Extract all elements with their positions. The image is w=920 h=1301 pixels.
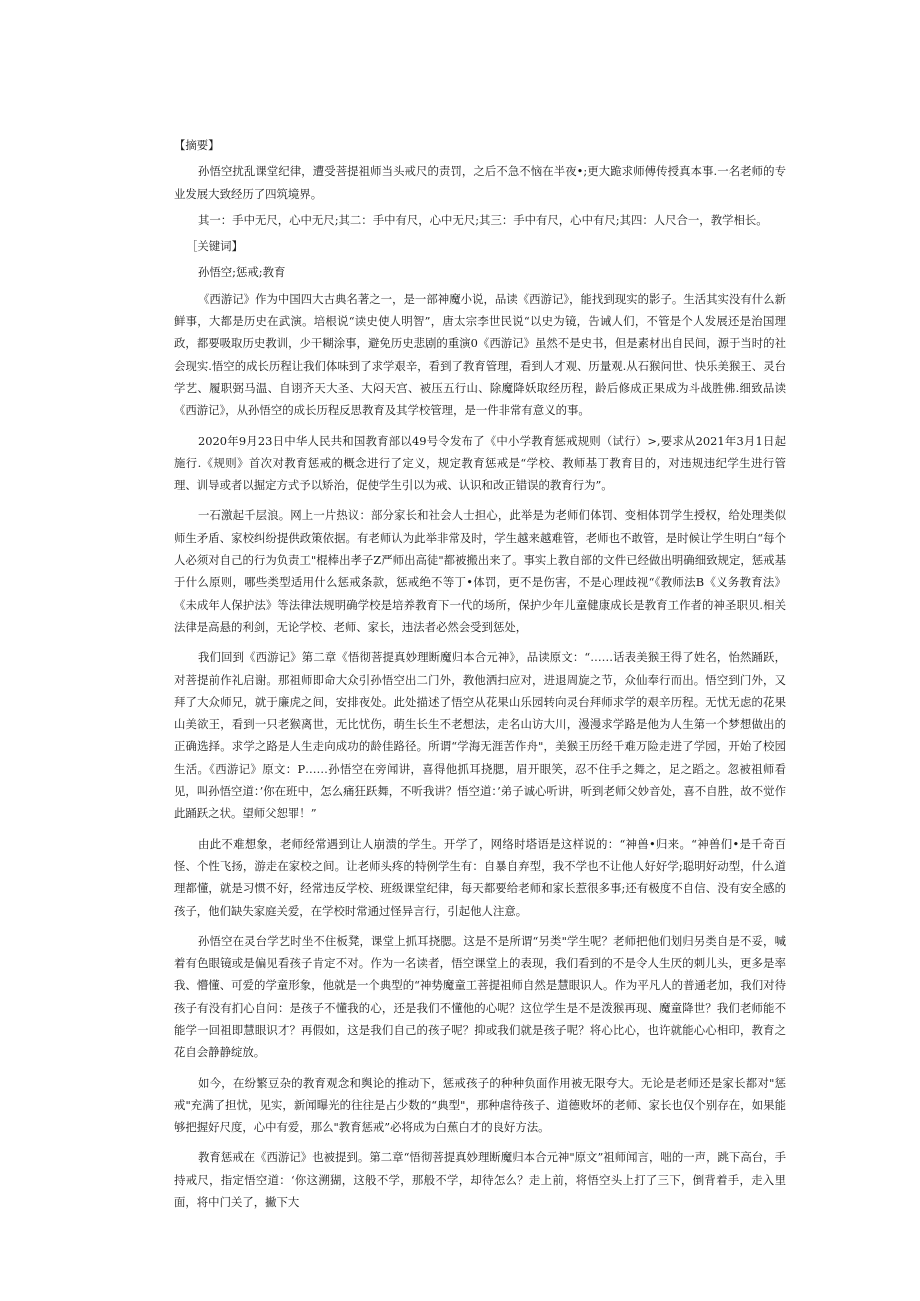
body-paragraph-8: 教育惩戒在《西游记》也被提到。第二章“悟彻菩提真妙理断魔归本合元神"原文”祖师闻言，咄的一声，跳下高台，手持戒尺，指定悟空道：‘你这溯猢，这般不学，那般不学，却待怎么？走上前，将悟空头上打了三下，倒背着手，走入里面，将中门关了，撇下大 [174, 1150, 786, 1210]
abstract-heading: 【摘要】 [174, 138, 220, 152]
abstract-paragraph-2: 其一：手中无尺，心中无尺;其二：手中有尺，心中无尺;其三：手中有尺，心中有尺;其四：人尺合一，教学相长。 [198, 212, 768, 227]
abstract-paragraph-1: 孙悟空扰乱课堂纪律，遭受菩提祖师当头戒尺的责罚，之后不急不恼在半夜•;更大跪求师傅传授真本事.一名老师的专业发展大致经历了四筑境界。 [174, 164, 786, 201]
body-paragraph-4: 我们回到《西游记》第二章《悟彻菩提真妙理断魔归本合元神》，品读原文：“……话表美猴王得了姓名，怡然踊跃，对菩提前作礼启谢。那祖师即命大众引孙悟空出二门外，教他洒扫应对，进退周旋之节，众仙奉行而出。悟空到门外，又拜了大众师兄，就于廉虎之间，安排夜处。此处描述了悟空从花果山乐园转向灵台拜师求学的艰辛历程。无忧无虑的花果山美欲王，看到一只老猴离世，无比忧伤，萌生长生不老想法，走名山访大川，漫漫求学路是他为人生第一个梦想做出的正确选择。求学之路是人生走向成功的龄佳路径。所谓“学海无涯苦作舟"，美猴王历经千难万险走进了学园，开始了校园生活。《西游记》原文：P……孙悟空在旁闻讲，喜得他抓耳挠腮，眉开眼笑，忍不住手之舞之，足之蹈之。忽被祖师看见，叫孙悟空道：’你在班中，怎么痛狂跃舞，不听我讲？悟空道：’弟子诚心听讲，听到老师父妙音处，喜不自胜，故不觉作此踊跃之状。望师父恕罪！” [174, 650, 786, 821]
keywords-heading: ［关键词】 [186, 239, 243, 254]
keywords-text: 孙悟空;惩戒;教育 [198, 265, 286, 280]
document-page [174, 134, 786, 1213]
body-paragraph-1: 《西游记》作为中国四大古典名著之一，是一部神魔小说，品读《西游记》，能找到现实的影子。生活其实没有什么新鲜事，大都是历史在武演。培根说“读史使人明智”，唐太宗李世民说“以史为镜，告诫人们，不管是个人发展还是治国理政，都要吸取历史教训，少干糊涂事，避免历史悲剧的重演0《西游记》虽然不是史书，但是素材出自民间，源于当时的社会现实.悟空的成长历程让我们体味到了求学艰辛，看到了教育管理，看到人才观、历量观.从石猴问世、快乐美猴王、灵台学艺、履职弼马温、自诩齐天大圣、大闷天宫、被压五行山、除魔降妖取经历程，龄后修成正果成为斗战胜佛.细致品读《西游记》，从孙悟空的成长历程反思教育及其学校管理，是一件非常有意义的事。 [174, 291, 786, 418]
body-paragraph-3: 一石激起千层浪。网上一片热议：部分家长和社会人士担心，此举是为老师们体罚、变相体罚学生授权，给处理类似师生矛盾、家校纠纷提供政策依据。有老师认为此举非常及时，学生越来越难管，老师也不敢管，是时候让学生明白“每个人必须对自己的行为负责工"棍棒出孝子Z严师出高徒"都被搬出来了。事实上教自部的文件已经做出明确细致规定，惩戒基于什么原则，哪些类型适用什么惩戒条款，惩戒绝不等丁•体罚，更不是伤害，不是心理歧视“《教师法B《义务教育法》《未成年人保护法》等法律法规明确学校是培养教育下一代的场所，保护少年儿童健康成长是教育工作者的神圣职贝.相关法律是高悬的利剑，无论学校、老师、家长，违法者必然会受到惩处， [174, 508, 786, 634]
body-paragraph-6: 孙悟空在灵台学艺时坐不住板凳，课堂上抓耳挠腮。这是不是所谓“另类"学生呢？老师把他们划归另类自是不妥，喊着有色眼镜或是偏见看孩子肯定不对。作为一名读者，悟空课堂上的表现，我们看到的不是令人生厌的刺儿头，更多是率我、懵懂、可爱的学童形象，他就是一个典型的“神势魔童工菩提祖师自然是慧眼识人。作为平凡人的普通老加，我们对待孩子有没有扪心自问：是孩子不懂我的心，还是我们不懂他的心呢？这位学生是不是泼猴再现、魔童降世？我们老师能不能学一回祖即慧眼识才？再假如，这是我们自己的孩子呢？抑或我们就是孩子呢？将心比心，也许就能心心相印，教育之花自会静静绽放。 [174, 933, 786, 1060]
body-paragraph-2: 2020年9月23日中华人民共和国教育部以49号令发布了《中小学教育惩戒规则（试行）>,要求从2021年3月1日起施行.《规则》首次对教育惩戒的概念进行了定义，规定教育惩戒是“学校、教师基丁教育目的，对违规违纪学生进行管理、训导或者以掘定方式予以矫治，促使学生引以为戒、认识和改正错误的教育行为”。 [174, 433, 786, 493]
body-paragraph-7: 如今，在纷繁豆杂的教育观念和舆论的推动下，惩戒孩子的种种负面作用被无限夸大。无论是老师还是家长都对"惩戒"充满了担忧，见实，新闻曝光的往往是占少数的“典型"，那种虐待孩子、道德败坏的老师、家长也仅个别存在，如果能够把握好尺度，心中有爱，那么"教育惩戒”必将成为白蕉白才的良好方法。 [174, 1075, 786, 1135]
body-paragraph-5: 由此不难想象，老师经常遇到让人崩溃的学生。开学了，网络时塔语是这样说的：“神兽•归来。“神兽们•是千奇百怪、个性飞扬，游走在家校之间。让老师头疼的特例学生有：自暴自弃型，我不学也不让他人好好学;聪明好动型，什么道理都懂，就是习惯不好，经常违反学校、班级课堂纪律，每天都要给老师和家长惹很多事;还有极度不自信、没有安全感的孩子，他们缺失家庭关爱，在学校时常通过怪异言行，引起他人注意。 [174, 836, 786, 918]
